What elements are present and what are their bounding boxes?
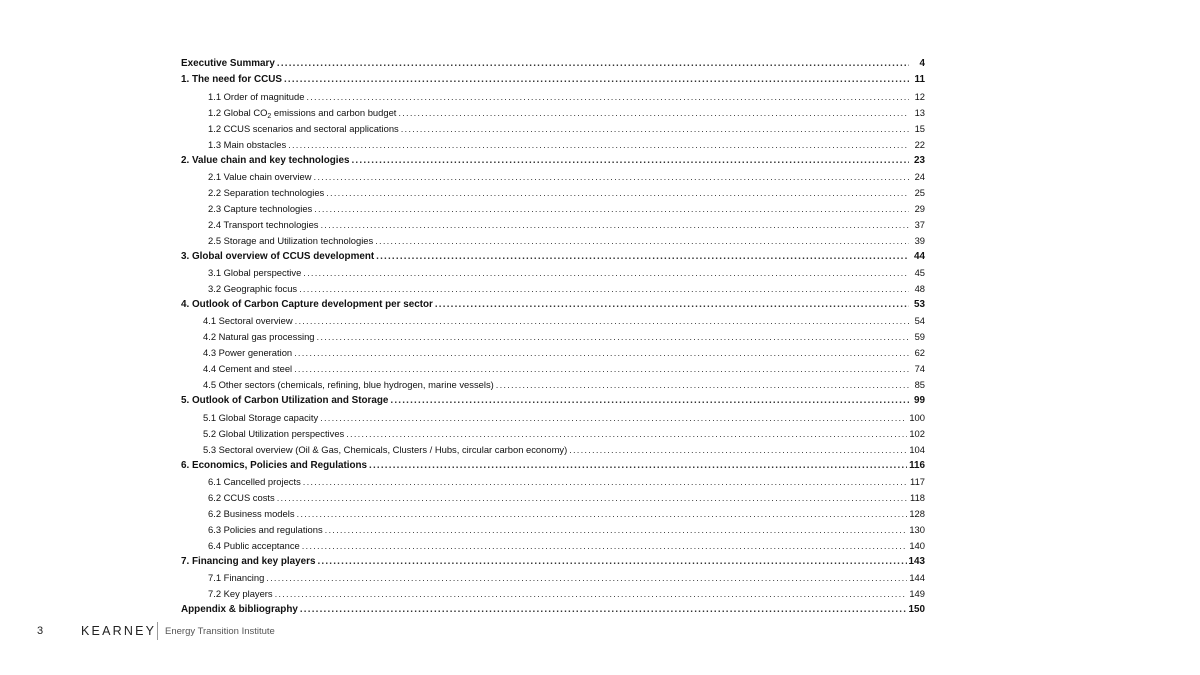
- toc-entry-title: 6. Economics, Policies and Regulations: [181, 459, 368, 471]
- toc-subsection-entry: [181, 442, 925, 458]
- toc-entry-title: 5. Outlook of Carbon Utilization and Storage: [181, 395, 389, 407]
- toc-entry-title: 5.1 Global Storage capacity: [203, 411, 319, 423]
- toc-section-entry: [181, 554, 925, 570]
- toc-subsection-entry: [181, 361, 925, 377]
- toc-entry-title: 1.3 Main obstacles: [208, 138, 287, 150]
- toc-dot-leader: [266, 570, 907, 586]
- toc-page-number: 59: [914, 331, 925, 343]
- toc-subsection-entry: [181, 490, 925, 506]
- toc-page-number: 12: [914, 90, 925, 102]
- toc-dot-leader: [569, 442, 907, 458]
- toc-dot-leader: [295, 313, 909, 329]
- table-of-contents: [181, 56, 925, 619]
- toc-entry-title: 2. Value chain and key technologies: [181, 154, 350, 166]
- toc-dot-leader: [346, 426, 907, 442]
- toc-subsection-entry: [181, 233, 925, 249]
- toc-subsection-entry: [181, 474, 925, 490]
- toc-subsection-entry: [181, 570, 925, 586]
- toc-page-number: 54: [914, 315, 925, 327]
- toc-entry-title: 1.2 Global $CO_2$ emissions and carbon budget: [208, 106, 397, 120]
- toc-entry-title: 2.2 Separation technologies: [208, 186, 325, 198]
- toc-page-number: 116: [909, 459, 925, 471]
- toc-subsection-entry: [181, 538, 925, 554]
- toc-dot-leader: [314, 201, 909, 217]
- toc-page-number: 62: [914, 347, 925, 359]
- toc-dot-leader: [277, 56, 909, 72]
- toc-subsection-entry: [181, 506, 925, 522]
- toc-dot-leader: [277, 490, 908, 506]
- toc-dot-leader: [303, 265, 909, 281]
- toc-entry-title: 1.2 CCUS scenarios and sectoral applications: [208, 122, 399, 134]
- toc-subsection-entry: [181, 345, 925, 361]
- toc-page-number: 13: [914, 106, 925, 118]
- toc-dot-leader: [375, 233, 909, 249]
- toc-entry-title: Executive Summary: [181, 58, 275, 69]
- toc-page-number: 44: [914, 250, 925, 262]
- toc-dot-leader: [294, 361, 909, 377]
- toc-dot-leader: [299, 281, 909, 297]
- footer-divider: [157, 622, 158, 640]
- toc-page-number: 45: [914, 267, 925, 279]
- toc-subsection-entry: [181, 377, 925, 393]
- toc-subsection-entry: [181, 121, 925, 137]
- toc-dot-leader: [275, 586, 908, 602]
- toc-dot-leader: [288, 137, 909, 153]
- toc-page-number: 118: [910, 492, 925, 504]
- toc-entry-title: 6.2 CCUS costs: [208, 492, 275, 504]
- toc-dot-leader: [325, 522, 908, 538]
- toc-subsection-entry: [181, 313, 925, 329]
- toc-entry-title: 1.1 Order of magnitude: [208, 90, 305, 102]
- toc-entry-title: 4.4 Cement and steel: [203, 363, 293, 375]
- toc-entry-title: 3.2 Geographic focus: [208, 283, 298, 295]
- toc-page-number: 11: [914, 74, 925, 86]
- toc-entry-title: 7.1 Financing: [208, 572, 265, 584]
- toc-subsection-entry: [181, 105, 925, 121]
- toc-page-number: 150: [908, 604, 925, 616]
- toc-dot-leader: [303, 474, 908, 490]
- toc-subsection-entry: [181, 426, 925, 442]
- toc-entry-title: 7. Financing and key players: [181, 556, 316, 568]
- toc-page-number: 144: [909, 572, 925, 584]
- toc-dot-leader: [317, 329, 909, 345]
- toc-dot-leader: [320, 410, 907, 426]
- toc-page-number: 100: [909, 411, 925, 423]
- toc-subsection-entry: [181, 522, 925, 538]
- toc-entry-title: Appendix & bibliography: [181, 604, 298, 616]
- toc-page-number: 25: [914, 186, 925, 198]
- toc-entry-title: 6.3 Policies and regulations: [208, 524, 323, 536]
- toc-dot-leader: [390, 393, 909, 409]
- toc-subsection-entry: [181, 329, 925, 345]
- toc-subsection-entry: [181, 281, 925, 297]
- toc-entry-title: 4.5 Other sectors (chemicals, refining, blue hydrogen, marine vessels): [203, 379, 494, 391]
- toc-section-entry: [181, 458, 925, 474]
- toc-page-number: 74: [914, 363, 925, 375]
- toc-entry-title: 4.2 Natural gas processing: [203, 331, 315, 343]
- toc-dot-leader: [435, 297, 909, 313]
- toc-entry-title: 6.2 Business models: [208, 508, 295, 520]
- toc-dot-leader: [326, 185, 909, 201]
- toc-page-number: 22: [914, 138, 925, 150]
- toc-dot-leader: [496, 377, 909, 393]
- toc-subsection-entry: [181, 89, 925, 105]
- toc-dot-leader: [300, 602, 907, 618]
- toc-dot-leader: [369, 458, 907, 474]
- toc-dot-leader: [306, 89, 909, 105]
- toc-entry-title: 6.1 Cancelled projects: [208, 476, 301, 488]
- footer: [0, 618, 1200, 646]
- toc-entry-title: 5.2 Global Utilization perspectives: [203, 427, 345, 439]
- toc-dot-leader: [321, 217, 910, 233]
- toc-dot-leader: [297, 506, 908, 522]
- toc-entry-title: 6.4 Public acceptance: [208, 540, 300, 552]
- toc-subsection-entry: [181, 201, 925, 217]
- toc-section-entry: [181, 602, 925, 618]
- toc-dot-leader: [284, 72, 909, 88]
- toc-page-number: 15: [914, 122, 925, 134]
- toc-section-entry: [181, 72, 925, 88]
- brand-logo: KEARNEY: [81, 624, 157, 638]
- toc-page-number: 140: [909, 540, 925, 552]
- toc-entry-title: 4.3 Power generation: [203, 347, 293, 359]
- toc-page-number: 29: [914, 202, 925, 214]
- toc-page-number: 130: [909, 524, 925, 536]
- toc-entry-title: 2.1 Value chain overview: [208, 170, 312, 182]
- toc-page-number: 53: [914, 299, 925, 311]
- toc-page-number: 39: [914, 234, 925, 246]
- toc-dot-leader: [398, 105, 909, 121]
- toc-entry-title: 3. Global overview of CCUS development: [181, 250, 375, 262]
- toc-dot-leader: [401, 121, 909, 137]
- toc-section-entry: [181, 249, 925, 265]
- toc-page-number: 85: [914, 379, 925, 391]
- toc-page-number: 4: [919, 58, 925, 69]
- toc-entry-title: 3.1 Global perspective: [208, 267, 302, 279]
- toc-dot-leader: [302, 538, 908, 554]
- toc-dot-leader: [376, 249, 909, 265]
- toc-section-entry: [181, 153, 925, 169]
- toc-page-number: 143: [908, 556, 925, 568]
- toc-page-number: 102: [909, 427, 925, 439]
- toc-dot-leader: [294, 345, 909, 361]
- toc-entry-title: 1. The need for CCUS: [181, 74, 282, 86]
- toc-entry-title: 7.2 Key players: [208, 588, 273, 600]
- toc-dot-leader: [351, 153, 909, 169]
- toc-subsection-entry: [181, 137, 925, 153]
- toc-entry-title: 2.4 Transport technologies: [208, 218, 319, 230]
- toc-subsection-entry: [181, 217, 925, 233]
- toc-subsection-entry: [181, 265, 925, 281]
- toc-page-number: 24: [914, 170, 925, 182]
- toc-section-entry: [181, 393, 925, 409]
- toc-page-number: 48: [914, 283, 925, 295]
- toc-entry-title: 4. Outlook of Carbon Capture development per sector: [181, 299, 433, 311]
- toc-entry-title: 4.1 Sectoral overview: [203, 315, 293, 327]
- brand-tagline: Energy Transition Institute: [165, 626, 275, 637]
- toc-section-entry: [181, 297, 925, 313]
- toc-section-entry: [181, 56, 925, 72]
- page-number: 3: [37, 625, 44, 637]
- toc-entry-title: 5.3 Sectoral overview (Oil & Gas, Chemicals, Clusters / Hubs, circular carbon economy): [203, 443, 568, 455]
- toc-subsection-entry: [181, 169, 925, 185]
- toc-page-number: 117: [910, 476, 925, 488]
- toc-entry-title: 2.3 Capture technologies: [208, 202, 313, 214]
- toc-subsection-entry: [181, 185, 925, 201]
- toc-page-number: 104: [909, 443, 925, 455]
- toc-page-number: 128: [909, 508, 925, 520]
- toc-dot-leader: [314, 169, 909, 185]
- toc-dot-leader: [317, 554, 906, 570]
- toc-subsection-entry: [181, 410, 925, 426]
- toc-page-number: 37: [914, 218, 925, 230]
- toc-page-number: 99: [914, 395, 925, 407]
- toc-entry-title: 2.5 Storage and Utilization technologies: [208, 234, 374, 246]
- toc-page-number: 23: [914, 154, 925, 166]
- toc-page-number: 149: [909, 588, 925, 600]
- toc-subsection-entry: [181, 586, 925, 602]
